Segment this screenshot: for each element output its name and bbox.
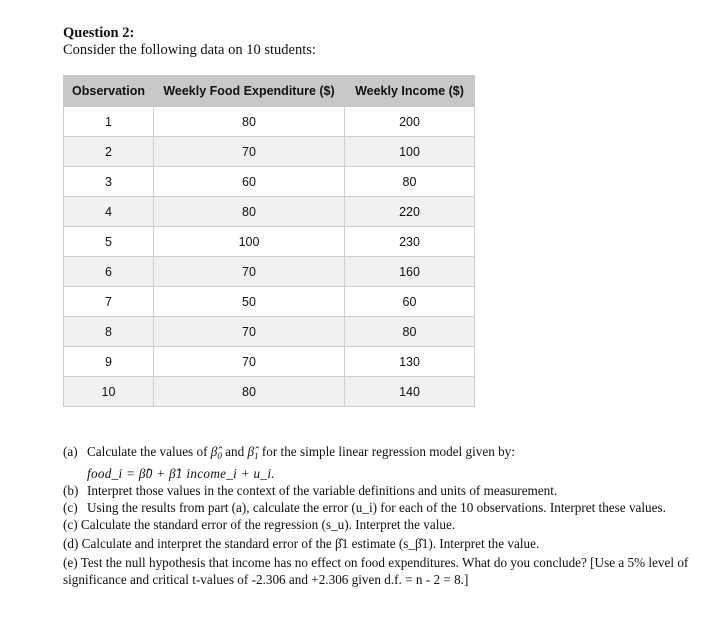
question-a-label: (a) [63, 444, 78, 459]
question-b-label: (b) [63, 483, 79, 498]
table-row [64, 107, 475, 137]
cell-observation: 3 [64, 167, 154, 197]
question-a-text: Calculate the values of [87, 444, 211, 459]
table-header-row [64, 76, 475, 107]
header-observation: Observation [64, 76, 154, 107]
question-b-text: Interpret those values in the context of the variable definitions and units of measurement. [87, 483, 558, 498]
header-food-expenditure: Weekly Food Expenditure ($) [154, 76, 345, 107]
cell-food: 80 [154, 107, 345, 137]
cell-income: 100 [345, 137, 475, 167]
table-row [64, 377, 475, 407]
cell-income: 130 [345, 347, 475, 377]
question-b [63, 482, 693, 499]
question-list [63, 443, 693, 588]
beta1-symbol: β̂ [247, 444, 255, 459]
cell-income: 60 [345, 287, 475, 317]
cell-food: 50 [154, 287, 345, 317]
cell-food: 70 [154, 137, 345, 167]
cell-observation: 5 [64, 227, 154, 257]
cell-income: 80 [345, 317, 475, 347]
header-income: Weekly Income ($) [345, 76, 475, 107]
cell-observation: 4 [64, 197, 154, 227]
question-a [63, 443, 693, 465]
question-d: (d) Calculate and interpret the standard error of the β̂1 estimate (s_β̂1). Interpret the value. [63, 536, 540, 551]
cell-income: 160 [345, 257, 475, 287]
question-heading [63, 25, 316, 59]
question-c2: (c) Calculate the standard error of the regression (s_u). Interpret the value. [63, 517, 456, 532]
table-row [64, 167, 475, 197]
question-e: (e) Test the null hypothesis that income has no effect on food expenditures. What do you conclude? [Use a 5% level of significance and critical t-values of -2.306 and +2.306 given d.f. = n - 2 = 8.] [63, 555, 689, 587]
question-c1 [63, 499, 693, 516]
cell-food: 70 [154, 317, 345, 347]
cell-observation: 1 [64, 107, 154, 137]
table-row [64, 137, 475, 167]
question-a-text-end: for the simple linear regression model given by: [258, 444, 515, 459]
question-title: Question 2: [63, 25, 135, 41]
beta0-symbol: β̂ [210, 444, 218, 459]
question-subtitle: Consider the following data on 10 students: [63, 42, 316, 58]
cell-food: 100 [154, 227, 345, 257]
table-row [64, 257, 475, 287]
cell-observation: 10 [64, 377, 154, 407]
table-row [64, 317, 475, 347]
cell-food: 60 [154, 167, 345, 197]
cell-observation: 6 [64, 257, 154, 287]
cell-observation: 2 [64, 137, 154, 167]
cell-observation: 9 [64, 347, 154, 377]
cell-income: 200 [345, 107, 475, 137]
table-row [64, 227, 475, 257]
cell-observation: 7 [64, 287, 154, 317]
cell-food: 70 [154, 347, 345, 377]
cell-income: 220 [345, 197, 475, 227]
beta1-subscript: 1 [254, 451, 259, 461]
table-row [64, 197, 475, 227]
table-row [64, 287, 475, 317]
data-table [63, 75, 475, 407]
cell-observation: 8 [64, 317, 154, 347]
question-c1-text: Using the results from part (a), calculate the error (u_i) for each of the 10 observations. Interpret these values. [87, 500, 666, 515]
regression-formula: food_i = β̂0 + β̂1 income_i + u_i. [87, 466, 275, 481]
cell-food: 80 [154, 197, 345, 227]
cell-food: 70 [154, 257, 345, 287]
table-row [64, 347, 475, 377]
question-a-and: and [221, 444, 248, 459]
cell-income: 140 [345, 377, 475, 407]
beta0-subscript: 0 [217, 451, 222, 461]
cell-food: 80 [154, 377, 345, 407]
cell-income: 80 [345, 167, 475, 197]
cell-income: 230 [345, 227, 475, 257]
question-c1-label: (c) [63, 500, 78, 515]
